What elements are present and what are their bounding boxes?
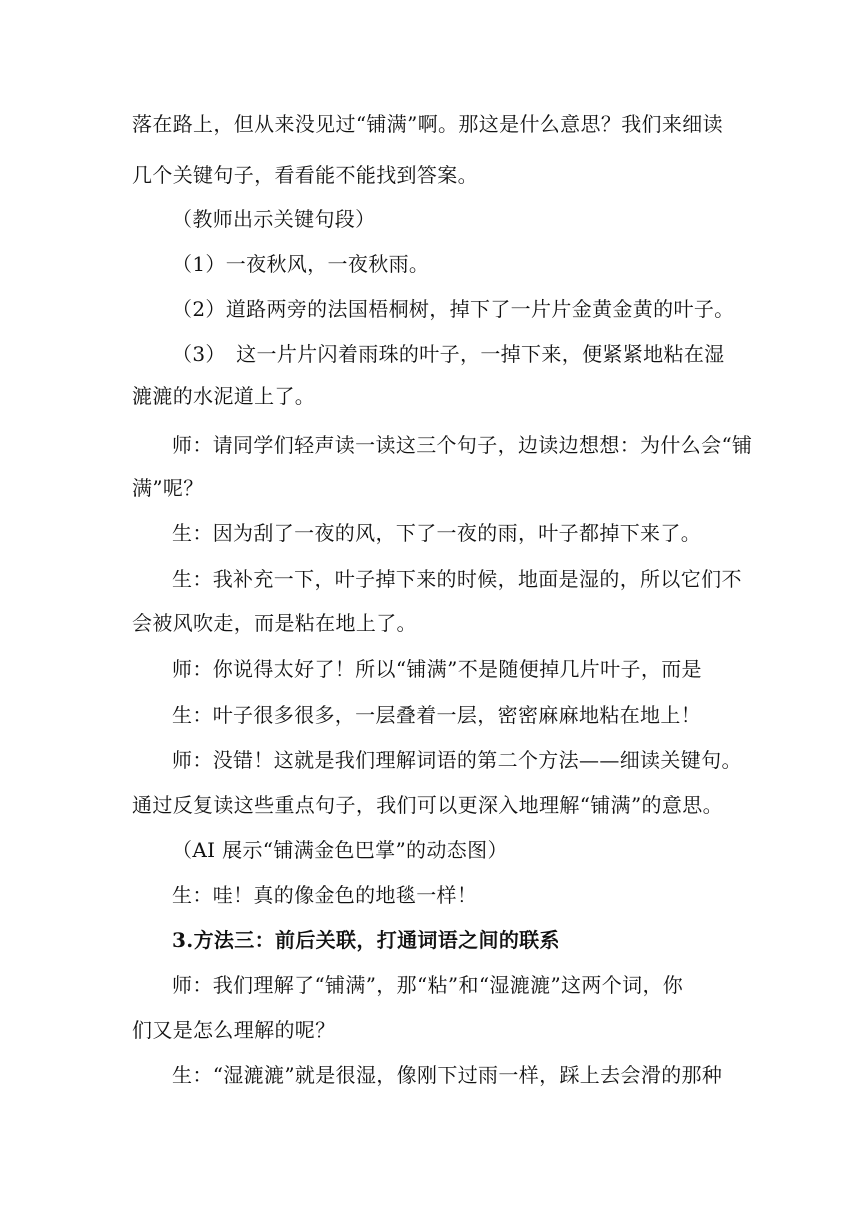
text-line: 师：你说得太好了！所以“铺满”不是随便掉几片叶子，而是 (172, 657, 702, 681)
text-line: （AI 展示“铺满金色巴掌”的动态图） (172, 838, 508, 862)
text-line: （2）道路两旁的法国梧桐树，掉下了一片片金黄金黄的叶子。 (172, 297, 735, 321)
text-line: 落在路上，但从来没见过“铺满”啊。那这是什么意思？我们来细读 (132, 112, 723, 136)
text-line: 们又是怎么理解的呢？ (132, 1018, 336, 1042)
text-line: 生：“湿漉漉”就是很湿，像刚下过雨一样，踩上去会滑的那种 (172, 1063, 723, 1087)
text-line: （3） 这一片片闪着雨珠的叶子，一掉下来，便紧紧地粘在湿 (172, 342, 725, 366)
text-line: 满”呢？ (132, 476, 204, 500)
text-line: 生：因为刮了一夜的风，下了一夜的雨，叶子都掉下来了。 (172, 521, 702, 545)
text-line: 师：没错！这就是我们理解词语的第二个方法——细读关键句。 (172, 748, 742, 772)
text-line: 师：我们理解了“铺满”，那“粘”和“湿漉漉”这两个词，你 (172, 973, 684, 997)
text-line: 师：请同学们轻声读一读这三个句子，边读边想想：为什么会“铺 (172, 433, 753, 457)
text-line: 生：哇！真的像金色的地毯一样！ (172, 883, 478, 907)
text-line: （教师出示关键句段） (172, 207, 376, 231)
text-line: 生：我补充一下，叶子掉下来的时候，地面是湿的，所以它们不 (172, 567, 742, 591)
text-line: 会被风吹走，而是粘在地上了。 (132, 611, 417, 635)
text-line: （1）一夜秋风，一夜秋雨。 (172, 252, 430, 276)
text-line: 通过反复读这些重点句子，我们可以更深入地理解“铺满”的意思。 (132, 793, 723, 817)
text-line: 漉漉的水泥道上了。 (132, 384, 316, 408)
text-line: 几个关键句子，看看能不能找到答案。 (132, 163, 478, 187)
text-line: 生：叶子很多很多，一层叠着一层，密密麻麻地粘在地上！ (172, 703, 702, 727)
section-heading: 3.方法三：前后关联，打通词语之间的联系 (172, 928, 560, 952)
